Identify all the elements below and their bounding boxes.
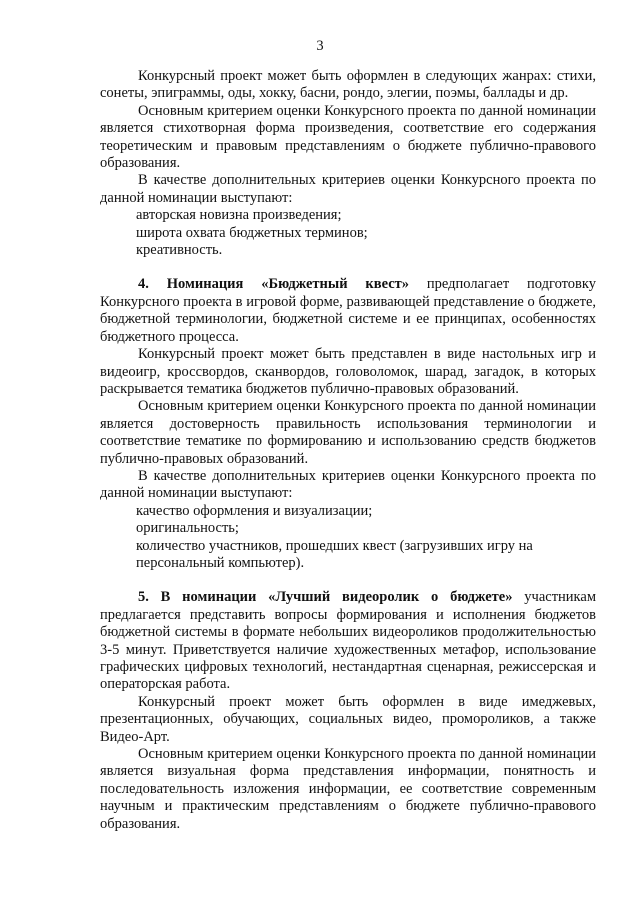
paragraph [100, 468, 596, 503]
paragraph [100, 346, 596, 398]
list-item [100, 207, 596, 224]
paragraph-text: Основным критерием оценки Конкурсного проекта по данной номинации является достоверность правильность использования терминологии и соответствие тематике по формированию и использованию средств бюджетов публично-правовых образований. [100, 398, 596, 467]
paragraph-text: качество оформления и визуализации; [136, 502, 373, 519]
paragraph-text: авторская новизна произведения; [136, 207, 342, 224]
paragraph [100, 589, 596, 693]
paragraph [100, 694, 596, 746]
paragraph-text: В качестве дополнительных критериев оценки Конкурсного проекта по данной номинации выступают: [100, 172, 596, 206]
paragraph-text: Основным критерием оценки Конкурсного проекта по данной номинации является визуальная форма представления информации, понятность и последовательность изложения информации, ее соответствие современным научным и практическим представлениям о бюджете публично-правового образования. [100, 746, 596, 832]
paragraph [100, 172, 596, 207]
paragraph-text: Основным критерием оценки Конкурсного проекта по данной номинации является стихотворная форма произведения, соответствие его содержания теоретическим и правовым представлениям о бюджете публично-правового образования. [100, 102, 596, 172]
paragraph [100, 68, 596, 103]
list-item [100, 520, 596, 537]
paragraph [100, 746, 596, 833]
paragraph-text: Конкурсный проект может быть оформлен в следующих жанрах: стихи, сонеты, эпиграммы, оды, хокку, басни, рондо, элегии, поэмы, баллады и др. [100, 68, 596, 102]
list-item [100, 242, 596, 259]
page-number: 3 [316, 38, 324, 54]
paragraph-text: количество участников, прошедших квест (загрузивших игру на персональный компьютер). [136, 537, 533, 571]
paragraph-text: участникам предлагается представить вопросы формирования и исполнения бюджетов бюджетной системы в формате небольших видеороликов продолжительностью 3-5 минут. Приветствуется наличие художественных метафор, использование графических цифровых технологий, нестандартная сценарная, режиссерская и операторская работа. [100, 589, 596, 693]
section-gap [100, 572, 596, 589]
paragraph [100, 276, 596, 346]
section-heading: 5. В номинации «Лучший видеоролик о бюджете» [138, 589, 513, 606]
paragraph-text: Конкурсный проект может быть оформлен в виде имеджевых, презентационных, обучающих, социальных видео, промороликов, а также Видео-Арт. [100, 693, 596, 745]
paragraph-text: оригинальность; [136, 520, 239, 537]
list-item [100, 503, 596, 520]
section-heading: 4. Номинация «Бюджетный квест» [138, 276, 410, 293]
paragraph [100, 103, 596, 173]
paragraph-text: креативность. [136, 242, 223, 259]
paragraph-text: В качестве дополнительных критериев оценки Конкурсного проекта по данной номинации выступают: [100, 467, 596, 502]
list-item [100, 225, 596, 242]
paragraph-text: предполагает подготовку Конкурсного проекта в игровой форме, развивающей представление о бюджете, бюджетной терминологии, бюджетной системе и ее принципах, особенностях бюджетного процесса. [100, 276, 596, 345]
document-body [100, 68, 596, 833]
paragraph [100, 398, 596, 468]
section-gap [100, 259, 596, 276]
list-item [100, 538, 596, 573]
paragraph-text: широта охвата бюджетных терминов; [136, 224, 368, 241]
paragraph-text: Конкурсный проект может быть представлен в виде настольных игр и видеоигр, кроссвордов, сканвордов, головоломок, шарад, загадок, в которых раскрывается тематика бюджетов публично-правовых образований. [100, 346, 596, 397]
